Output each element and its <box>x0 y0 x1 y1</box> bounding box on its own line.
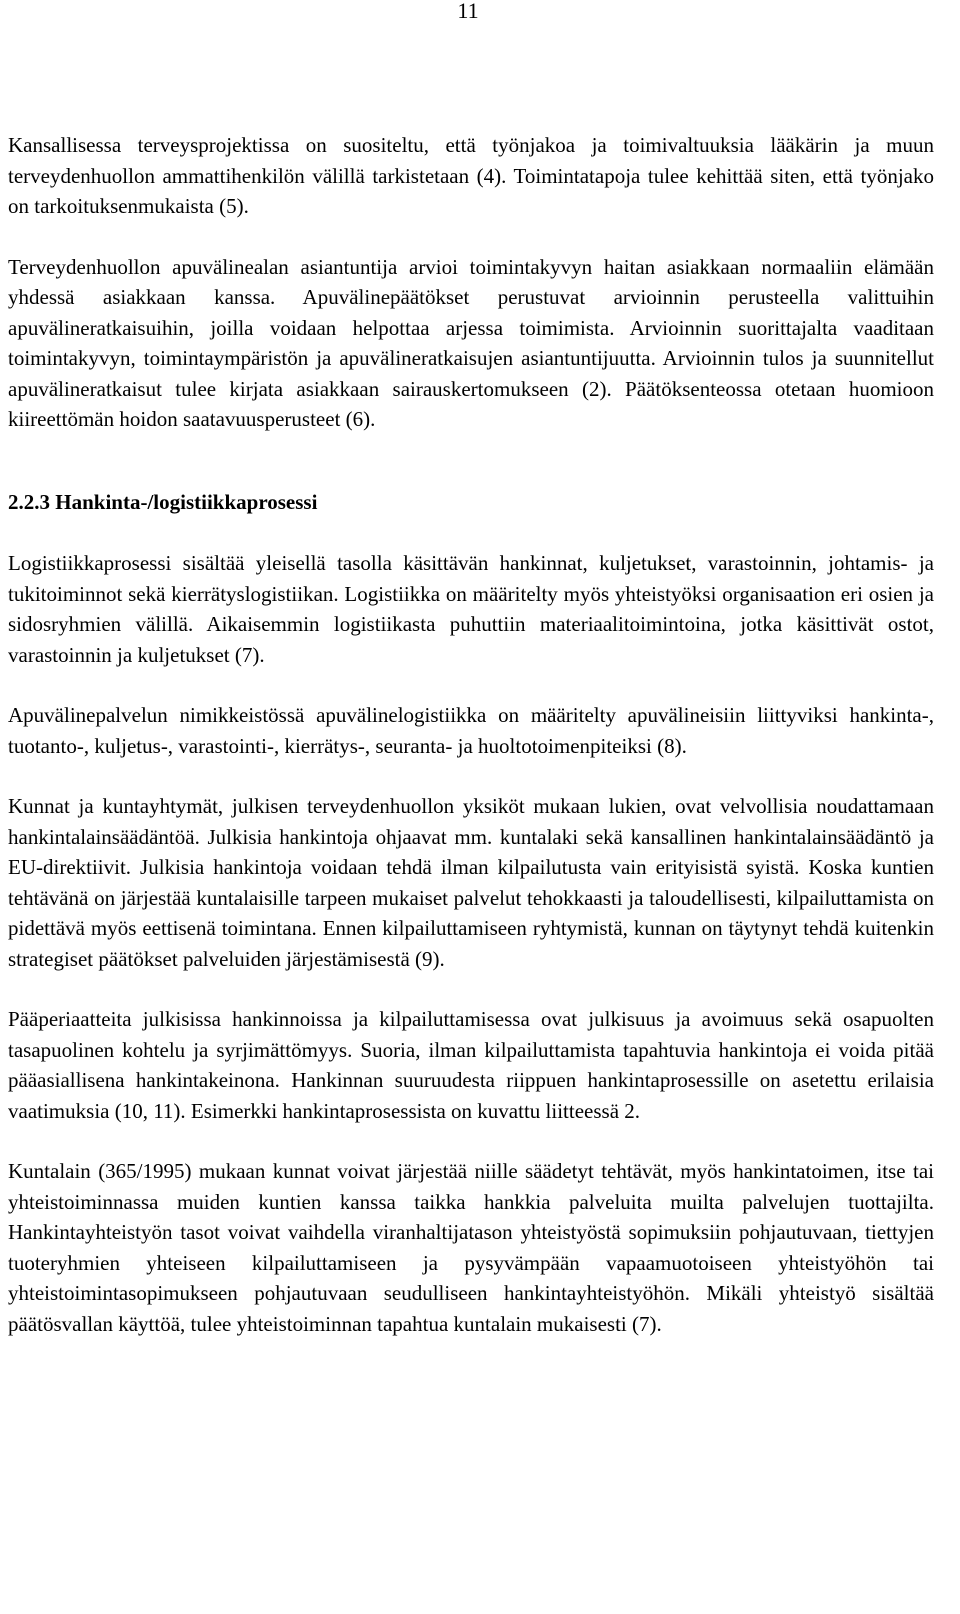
document-body <box>8 130 934 1339</box>
section-heading: 2.2.3 Hankinta-/logistiikkaprosessi <box>8 489 318 514</box>
paragraph-procurement-law: Kunnat ja kuntayhtymät, julkisen terveydenhuollon yksiköt mukaan lukien, ovat velvollisia noudattamaan hankintalainsäädäntöä. Julkisia hankintoja ohjaavat mm. kuntalaki sekä kansallinen hankintalainsäädäntö ja EU-direktiivit. Julkisia hankintoja voidaan tehdä ilman kilpailutusta vain erityisistä syistä. Koska kuntien tehtävänä on järjestää kuntalaisille tarpeen mukaiset palvelut tehokkaasti ja taloudellisesti, kilpailuttamista on pidettävä myös eettisenä toimintana. Ennen kilpailuttamiseen ryhtymistä, kunnan on täytynyt tehdä kuitenkin strategiset päätökset palveluiden järjestämisestä (9). <box>8 794 934 971</box>
paragraph-principles: Pääperiaatteita julkisissa hankinnoissa ja kilpailuttamisessa ovat julkisuus ja avoimuus sekä osapuolten tasapuolinen kohtelu ja syrjimättömyys. Suoria, ilman kilpailuttamista tapahtuvia hankintoja ei voida pitää pääasiallisena hankintakeinona. Hankinnan suuruudesta riippuen hankintaprosessille on asetettu erilaisia vaatimuksia (10, 11). Esimerkki hankintaprosessista on kuvattu liitteessä 2. <box>8 1007 934 1123</box>
paragraph-assessment: Terveydenhuollon apuvälinealan asiantuntija arvioi toimintakyvyn haitan asiakkaan normaaliin elämään yhdessä asiakkaan kanssa. Apuvälinepäätökset perustuvat arvioinnin perusteella valittuihin apuvälineratkaisuihin, joilla voidaan helpottaa arjessa toimimista. Arvioinnin suorittajalta vaaditaan toimintakyvyn, toimintaympäristön ja apuvälineratkaisujen asiantuntijuutta. Arvioinnin tulos ja suunnitellut apuvälineratkaisut tulee kirjata asiakkaan sairauskertomukseen (2). Päätöksenteossa otetaan huomioon kiireettömän hoidon saatavuusperusteet (6). <box>8 254 934 431</box>
paragraph-municipal-act: Kuntalain (365/1995) mukaan kunnat voivat järjestää niille säädetyt tehtävät, myös hankintatoimen, itse tai yhteistoiminnassa muiden kuntien kanssa taikka hankkia palveluita muilta palvelujen tuottajilta. Hankintayhteistyön tasot voivat vaihdella viranhaltijatason yhteistyöstä sopimuksiin pohjautuvaan, tiettyjen tuoteryhmien yhteiseen kilpailuttamiseen ja pysyvämpään vapaamuotoiseen yhteistyöhön tai yhteistoimintasopimukseen pohjautuvaan seudulliseen hankintayhteistyöhön. Mikäli yhteistyö sisältää päätösvallan käyttöä, tulee yhteistoiminnan tapahtua kuntalain mukaisesti (7). <box>8 1159 934 1336</box>
page-number: 11 <box>457 0 479 23</box>
paragraph-work-division: Kansallisessa terveysprojektissa on suositeltu, että työnjakoa ja toimivaltuuksia lääkärin ja muun terveydenhuollon ammattihenkilön välillä tarkistetaan (4). Toimintatapoja tulee kehittää siten, että työnjako on tarkoituksenmukaista (5). <box>8 133 934 218</box>
paragraph-logistics: Logistiikkaprosessi sisältää yleisellä tasolla käsittävän hankinnat, kuljetukset, varastoinnin, johtamis- ja tukitoiminnot sekä kierrätyslogistiikan. Logistiikka on määritelty myös yhteistyöksi organisaation eri osien ja sidosryhmien välillä. Aikaisemmin logistiikasta puhuttiin materiaalitoimintoina, jotka käsittivät ostot, varastoinnin ja kuljetukset (7). <box>8 551 934 667</box>
paragraph-aid-logistics: Apuvälinepalvelun nimikkeistössä apuvälinelogistiikka on määritelty apuvälineisiin liittyviksi hankinta-, tuotanto-, kuljetus-, varastointi-, kierrätys-, seuranta- ja huoltotoimenpiteiksi (8). <box>8 703 934 758</box>
